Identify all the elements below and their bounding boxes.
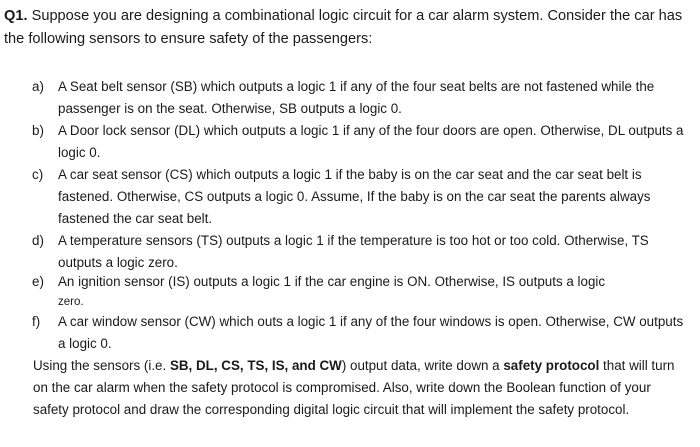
sensor-item-c [0,164,700,230]
item-marker: b) [32,123,44,138]
closing-text: that will turn on the car alarm when the safety protocol is compromised. Also, write down the Boolean function of your safety protocol and draw the corresponding digital logic circuit that will implement the safety protocol. [33,358,675,417]
item-text: A temperature sensors (TS) outputs a logic 1 if the temperature is too hot or too cold. Otherwise, TS outputs a logic zero. [58,233,649,270]
item-text-line: zero. [58,296,84,308]
item-marker: d) [32,233,44,248]
sensor-item-d [0,230,700,271]
sensor-item-f [0,311,700,355]
sensor-item-b [0,120,700,164]
closing-text: Using the sensors (i.e. [33,358,170,373]
item-text-line: An ignition sensor (IS) outputs a logic 1 if the car engine is ON. Otherwise, IS outputs a logic [58,274,606,289]
item-marker: e) [32,274,44,289]
sensor-item-e [0,271,700,311]
item-text: A car seat sensor (CS) which outputs a logic 1 if the baby is on the car seat and the car seat belt is fastened. Otherwise, CS outputs a logic 0. Assume, If the baby is on the car seat the parents always fastened the car seat belt. [58,167,651,226]
item-text: A Door lock sensor (DL) which outputs a logic 1 if any of the four doors are open. Otherwise, DL outputs a logic 0. [58,123,684,160]
question-number: Q1. [4,8,28,24]
item-text: A Seat belt sensor (SB) which outputs a logic 1 if any of the four seat belts are not fastened while the passenger is on the seat. Otherwise, SB outputs a logic 0. [58,79,655,116]
question-intro [4,5,694,51]
item-marker: a) [32,79,44,94]
item-text-wrap [58,271,688,311]
item-text: A car window sensor (CW) which outs a logic 1 if any of the four windows is open. Otherwise, CW outputs a logic 0. [58,314,684,351]
sensor-item-a [0,76,700,120]
sensor-list-bold: SB, DL, CS, TS, IS, and CW [169,358,342,373]
item-marker: f) [32,314,41,329]
sensor-list [0,76,700,355]
item-marker: c) [32,167,44,182]
safety-protocol-bold: safety protocol [503,358,600,373]
closing-instructions [33,355,688,421]
question-intro-text: Suppose you are designing a combinational logic circuit for a car alarm system. Consider the car has the following sensors to ensure safety of the passengers: [4,8,683,47]
closing-text: ) output data, write down a [341,358,504,373]
